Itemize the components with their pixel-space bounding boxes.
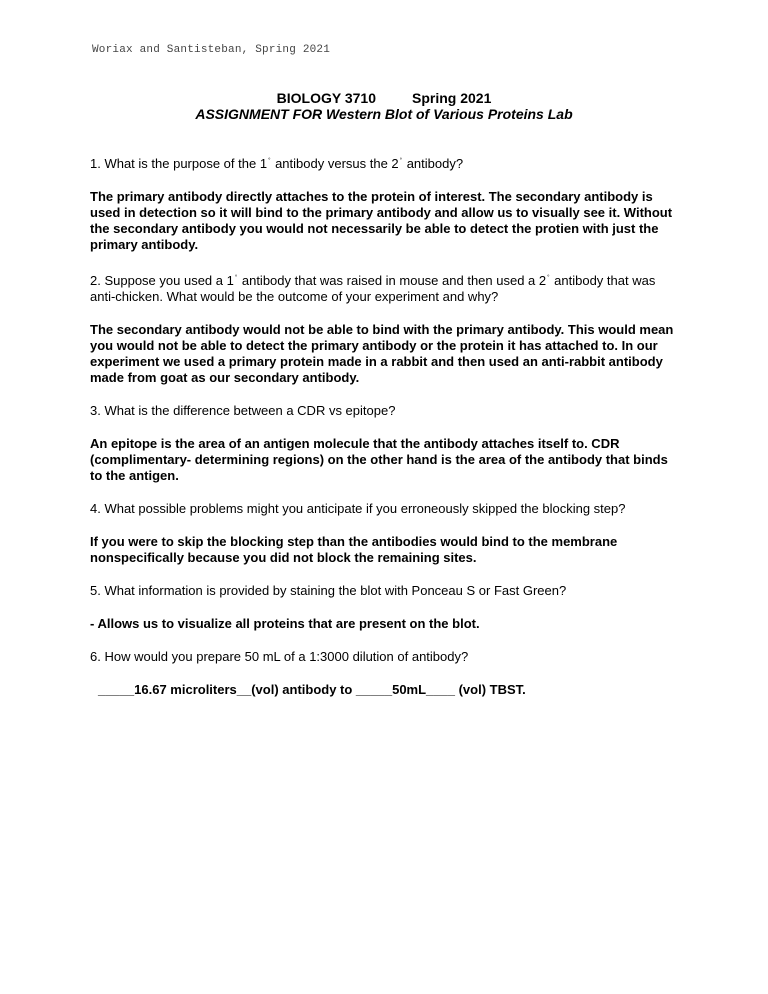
answer-5: - Allows us to visualize all proteins that are present on the blot. — [90, 616, 480, 631]
answer-2: The secondary antibody would not be able to bind with the primary antibody. This would mean you would not be able to detect the primary antibody or the protein it has attached to. In our experiment we used a primary protein made in a rabbit and then used an anti-rabbit antibody made from goat as our secondary antibody. — [90, 322, 674, 385]
course-number: BIOLOGY 3710 — [276, 90, 376, 106]
degree-superscript: ° — [234, 275, 238, 281]
question-1-text: 1. What is the purpose of the 1 — [90, 156, 268, 171]
degree-superscript: ° — [268, 158, 271, 164]
question-2 — [90, 270, 680, 305]
assignment-subtitle: ASSIGNMENT FOR Western Blot of Various Proteins Lab — [195, 106, 573, 122]
question-1 — [90, 153, 680, 172]
question-4: 4. What possible problems might you anticipate if you erroneously skipped the blocking step? — [90, 501, 626, 516]
assignment-content — [90, 153, 680, 715]
question-3: 3. What is the difference between a CDR vs epitope? — [90, 403, 396, 418]
course-term: Spring 2021 — [411, 90, 492, 106]
degree-superscript: ° — [399, 158, 403, 164]
title-block — [0, 90, 768, 122]
question-5: 5. What information is provided by staining the blot with Ponceau S or Fast Green? — [90, 583, 567, 598]
course-title — [0, 90, 768, 106]
degree-superscript: ° — [547, 275, 550, 281]
answer-6: _____16.67 microliters__(vol) antibody to _____50mL____ (vol) TBST. — [98, 682, 526, 697]
question-2-text: antibody that was anti-chicken. What would be the outcome of your experiment and why? — [90, 273, 656, 304]
answer-1: The primary antibody directly attaches to the protein of interest. The secondary antibody is used in detection so it will bind to the primary antibody and allow us to visually see it. Without the secondary antibody you would not necessarily be able to detect the protien with just the primary antibody. — [90, 189, 673, 252]
question-2-text: 2. Suppose you used a 1 — [90, 273, 234, 288]
question-6: 6. How would you prepare 50 mL of a 1:3000 dilution of antibody? — [90, 649, 469, 664]
answer-3: An epitope is the area of an antigen molecule that the antibody attaches itself to. CDR (complimentary- determining regions) on the other hand is the area of the antibody that binds to the antigen. — [90, 436, 668, 483]
question-1-text: antibody versus the 2 — [271, 156, 399, 171]
answer-4: If you were to skip the blocking step than the antibodies would bind to the membrane nonspecifically because you did not block the remaining sites. — [90, 534, 618, 565]
question-1-text: antibody? — [403, 156, 464, 171]
running-header: Woriax and Santisteban, Spring 2021 — [92, 44, 331, 56]
question-2-text: antibody that was raised in mouse and then used a 2 — [238, 273, 547, 288]
